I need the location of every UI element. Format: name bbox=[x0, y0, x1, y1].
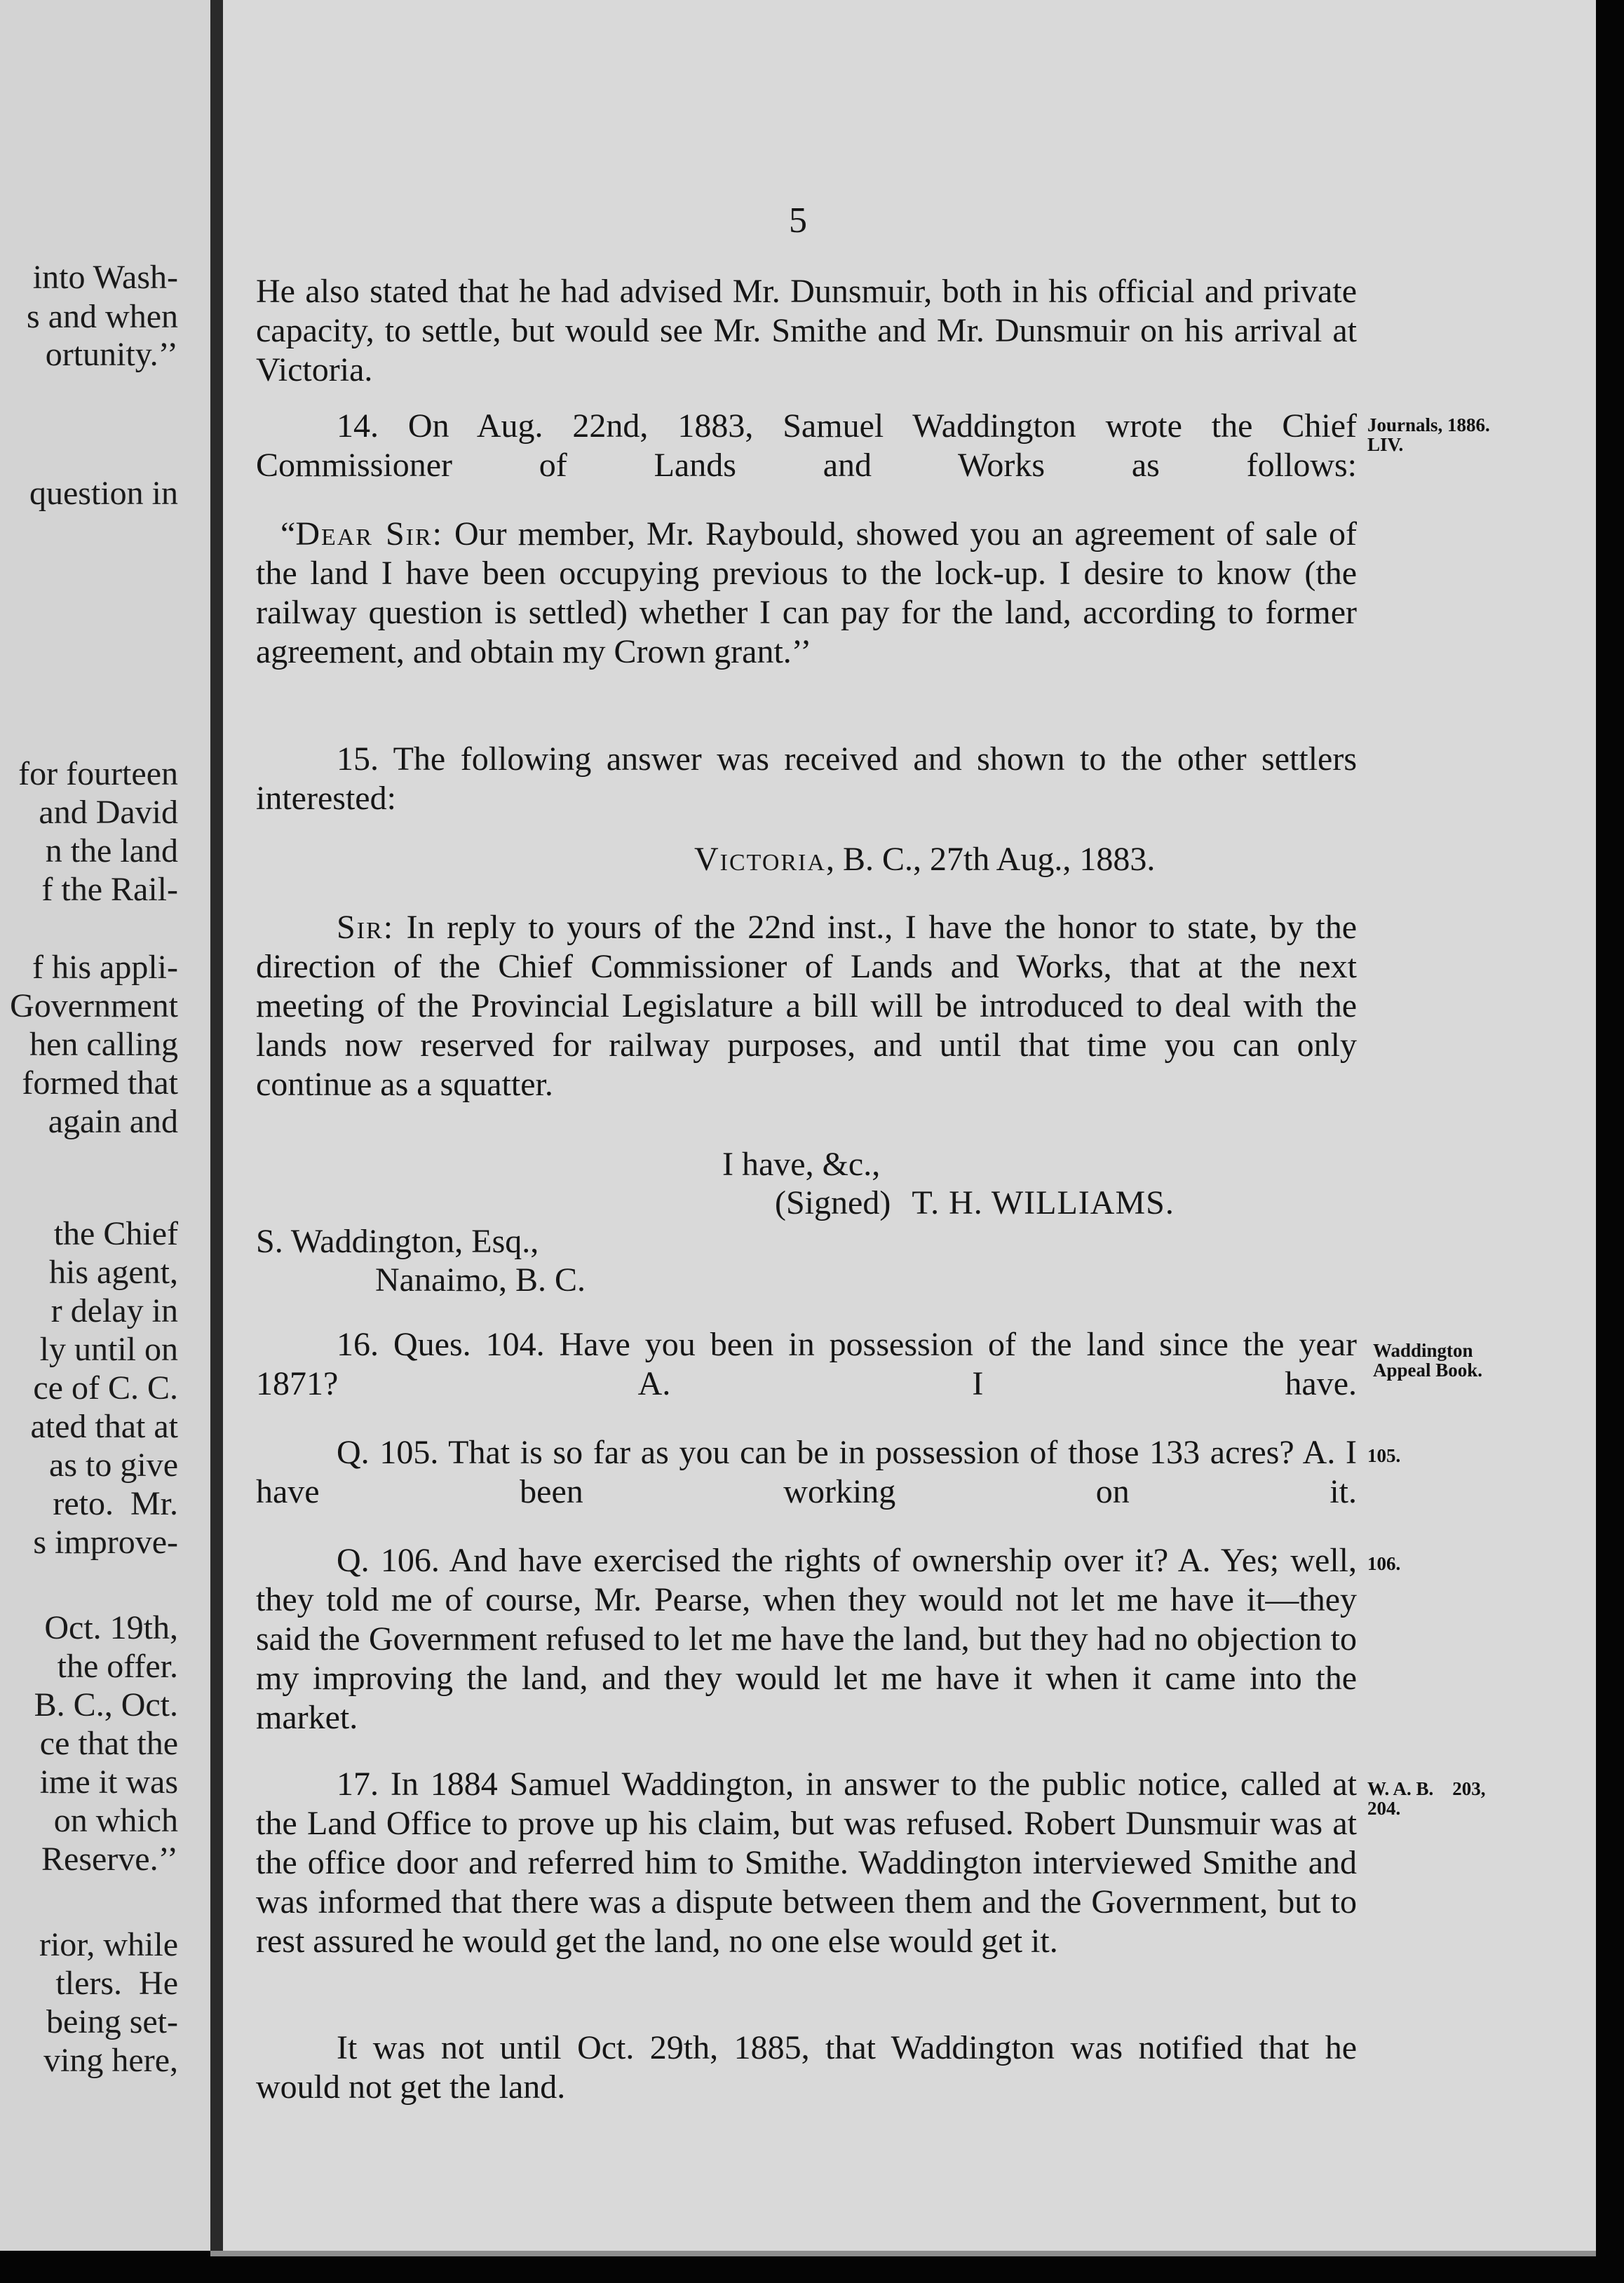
paragraph-17: 17. In 1884 Samuel Waddington, in answer to the public notice, called at the Land Office to prove up his claim, but was refused. Robert Dunsmuir was at the office door and referred him to Smithe. Waddington interviewed Smithe and was informed that there was a dispute between them and the Government, but to rest assured he would get the land, no one else would get it. bbox=[256, 1766, 1357, 1960]
margin-note-journals bbox=[1367, 415, 1490, 454]
margin-note-appeal-book bbox=[1373, 1341, 1482, 1380]
margin-wab-line2: Appeal Book. bbox=[1373, 1360, 1483, 1381]
paragraph-final: It was not until Oct. 29th, 1885, that Waddington was notified that he would not get the land. bbox=[256, 2029, 1357, 2106]
left-page-line: ly until on bbox=[39, 1331, 178, 1368]
signatory-name: T. H. WILLIAMS. bbox=[912, 1184, 1175, 1221]
margin-wab-203-line1: W. A. B. 203, bbox=[1367, 1778, 1486, 1799]
margin-wab-203-line2: 204. bbox=[1367, 1798, 1401, 1819]
margin-ref-105: 105. bbox=[1367, 1445, 1401, 1466]
left-page-line: f the Rail- bbox=[41, 871, 178, 908]
left-page-line: r delay in bbox=[50, 1292, 178, 1329]
question-106: Q. 106. And have exercised the rights of ownership over it? A. Yes; well, they told me of course, Mr. Pearse, when they would not let me have it—they said the Government refused to let me have the land, but they had no objection to my improving the land, and they would let me have it when it came into the market. bbox=[256, 1542, 1357, 1736]
left-page-line: tlers. He bbox=[55, 1965, 178, 2002]
left-page-line: Government bbox=[10, 987, 178, 1024]
left-page-line: reto. Mr. bbox=[53, 1485, 178, 1522]
question-105: Q. 105. That is so far as you can be in possession of those 133 acres? A. I have been working on it. bbox=[256, 1434, 1357, 1510]
quote-salutation: Dear Sir: bbox=[295, 515, 443, 553]
left-page-line: ortunity.’’ bbox=[45, 336, 178, 373]
letter-salutation: Sir: bbox=[337, 909, 395, 946]
left-page-line: and David bbox=[30, 794, 178, 831]
left-page-line: being set- bbox=[38, 2003, 178, 2040]
left-page-line: f his appli- bbox=[32, 949, 178, 986]
left-page-line: on which bbox=[45, 1802, 178, 1839]
paragraph-16: 16. Ques. 104. Have you been in possession of the land since the year 1871? A. I have. bbox=[256, 1326, 1357, 1402]
left-page-line: the Chief bbox=[45, 1215, 178, 1252]
left-page-line: the offer. bbox=[48, 1648, 178, 1685]
left-page-line: for fourteen bbox=[18, 755, 178, 792]
left-page-line: Reserve.’’ bbox=[33, 1841, 178, 1878]
book-gutter bbox=[210, 0, 223, 2251]
margin-journals-line2: LIV. bbox=[1367, 434, 1404, 455]
paragraph-intro: He also stated that he had advised Mr. Dunsmuir, both in his official and private capacity, to settle, but would see Mr. Smithe and Mr. Dunsmuir on his arrival at Victoria. bbox=[256, 273, 1357, 388]
left-page-line: as to give bbox=[49, 1447, 178, 1484]
left-page-line: his agent, bbox=[41, 1254, 178, 1291]
addressee-name: S. Waddington, Esq., bbox=[256, 1223, 539, 1260]
left-page-line: ce that the bbox=[39, 1725, 178, 1762]
letter-signature bbox=[775, 1184, 1175, 1222]
left-page-line: question in bbox=[29, 475, 178, 512]
left-page-line: ce of C. C. bbox=[33, 1369, 178, 1407]
dateline-place: Victoria bbox=[694, 841, 826, 878]
letter-dateline bbox=[694, 840, 1155, 879]
left-page-line: s and when bbox=[27, 298, 178, 335]
scan-border-right bbox=[1596, 0, 1624, 2283]
margin-journals-line1: Journals, 1886. bbox=[1367, 414, 1490, 435]
scan-border-bottom bbox=[0, 2251, 1624, 2283]
page-number: 5 bbox=[789, 201, 807, 241]
signed-label: (Signed) bbox=[775, 1184, 891, 1221]
left-page-line: ving here, bbox=[43, 2042, 178, 2079]
left-page-line: ime it was bbox=[39, 1763, 178, 1801]
left-page-line: n the land bbox=[45, 832, 178, 869]
reply-letter bbox=[256, 908, 1357, 1104]
left-page-line: into Wash- bbox=[32, 259, 178, 296]
left-page-line: formed that bbox=[22, 1064, 178, 1102]
left-page-line: s improve- bbox=[33, 1524, 178, 1561]
left-page-line: B. C., Oct. bbox=[34, 1686, 178, 1723]
margin-ref-106: 106. bbox=[1367, 1553, 1401, 1574]
letter-closing: I have, &c., bbox=[722, 1146, 881, 1183]
left-page-line: hen calling bbox=[29, 1026, 178, 1063]
left-page-line: again and bbox=[48, 1103, 178, 1140]
left-page-line: rior, while bbox=[39, 1926, 178, 1963]
quoted-letter: “Dear Sir: Our member, Mr. Raybould, showed you an agreement of sale of the land I have been occupying previous to the lock-up. I desire to know (the railway question is settled) whether I can pay for the land, according to former agreement, and obtain my Crown grant.’’ bbox=[256, 515, 1357, 670]
paragraph-14: 14. On Aug. 22nd, 1883, Samuel Waddington wrote the Chief Commissioner of Lands and Works as follows: bbox=[256, 407, 1357, 484]
left-page-line: Oct. 19th, bbox=[44, 1609, 178, 1646]
quote-body: Our member, Mr. Raybould, showed you an agreement of sale of the land I have been occupying previous to the lock-up. I desire to know (the railway question is settled) whether I can pay for the land, according to former agreement, and obtain my Crown grant.’’ bbox=[256, 515, 1357, 670]
margin-wab-line1: Waddington bbox=[1373, 1340, 1473, 1361]
left-page-line: ated that at bbox=[30, 1408, 178, 1445]
left-page-fragment bbox=[0, 0, 210, 2251]
margin-note-wab-203 bbox=[1367, 1779, 1486, 1818]
paragraph-15: 15. The following answer was received and shown to the other settlers interested: bbox=[256, 740, 1357, 817]
addressee-location: Nanaimo, B. C. bbox=[375, 1261, 586, 1299]
letter-body: In reply to yours of the 22nd inst., I have the honor to state, by the direction of the Chief Commissioner of Lands and Works, that at the next meeting of the Provincial Legislature a bill will be introduced to deal with the lands now reserved for railway purposes, and until that time you can only continue as a squatter. bbox=[256, 909, 1357, 1103]
dateline-date: , B. C., 27th Aug., 1883. bbox=[825, 841, 1156, 878]
